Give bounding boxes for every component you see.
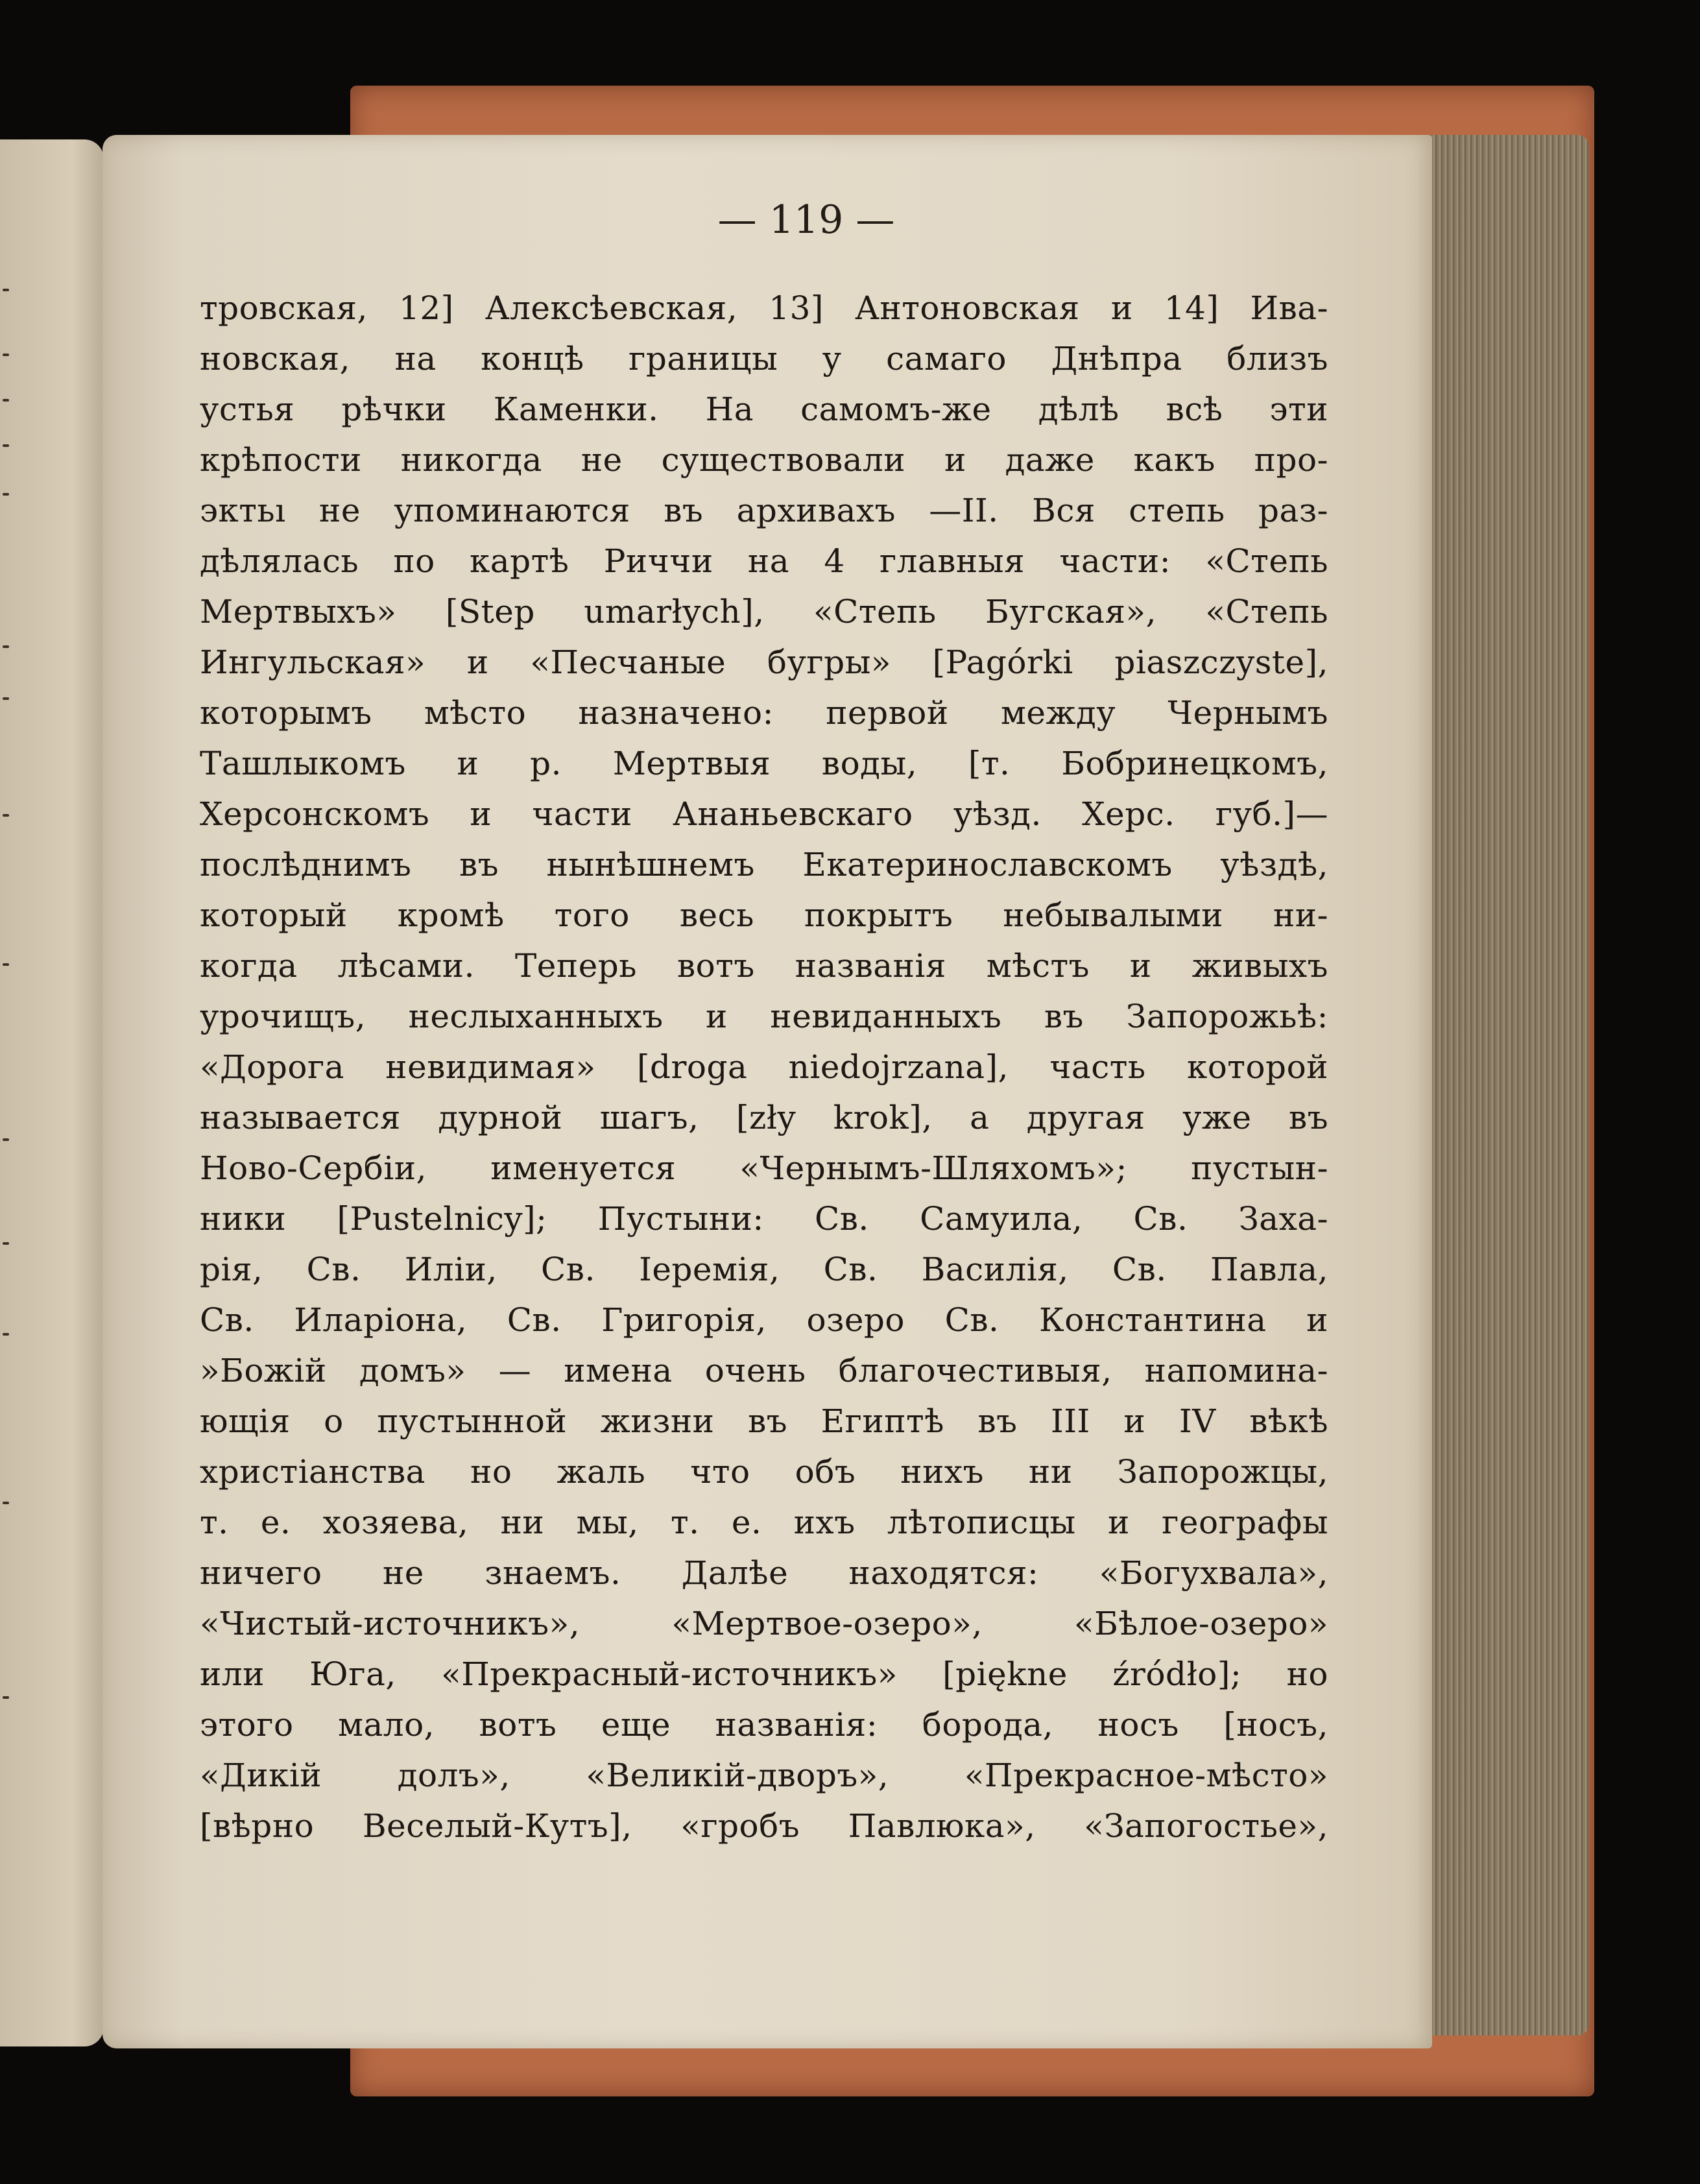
left-page-text-fragments bbox=[0, 139, 19, 2046]
left-page-mark bbox=[3, 1138, 9, 1141]
left-page-mark bbox=[3, 963, 9, 966]
text-line: называется дурной шагъ, [zły krok], а другая уже въ bbox=[200, 1099, 1328, 1136]
body-text bbox=[200, 283, 1328, 1851]
left-page-edge bbox=[0, 139, 104, 2046]
text-line: «Дикій долъ», «Великій-дворъ», «Прекрасное-мѣсто» bbox=[200, 1757, 1328, 1794]
left-page-mark bbox=[3, 645, 9, 648]
text-line: новская, на концѣ границы у самаго Днѣпра близъ bbox=[200, 340, 1328, 378]
left-page-mark bbox=[3, 1502, 9, 1504]
page-number: — 119 — bbox=[717, 197, 895, 243]
left-page-mark bbox=[3, 1696, 9, 1699]
left-page-mark bbox=[3, 399, 9, 402]
text-line: Херсонскомъ и части Ананьевскаго уѣзд. Херс. губ.]— bbox=[200, 795, 1328, 833]
left-page-mark bbox=[3, 444, 9, 447]
text-line: т. е. хозяева, ни мы, т. е. ихъ лѣтописцы и географы bbox=[200, 1504, 1328, 1541]
book-page bbox=[102, 135, 1432, 2048]
text-line: ничего не знаемъ. Далѣе находятся: «Богухвала», bbox=[200, 1554, 1328, 1592]
text-line: христіанства но жаль что объ нихъ ни Запорожцы, bbox=[200, 1453, 1328, 1491]
text-line: Ново-Сербіи, именуется «Чернымъ-Шляхомъ»; пустын- bbox=[200, 1149, 1328, 1187]
text-line: [вѣрно Веселый-Кутъ], «гробъ Павлюка», «Запогостье», bbox=[200, 1807, 1328, 1845]
text-line: устья рѣчки Каменки. На самомъ-же дѣлѣ всѣ эти bbox=[200, 390, 1328, 428]
text-line: этого мало, вотъ еще названія: борода, носъ [носъ, bbox=[200, 1706, 1328, 1744]
text-line: «Дорога невидимая» [droga niedojrzana], часть которой bbox=[200, 1048, 1328, 1086]
left-page-mark bbox=[3, 354, 9, 356]
text-line: рія, Св. Иліи, Св. Іеремія, Св. Василія, Св. Павла, bbox=[200, 1251, 1328, 1288]
text-line: Ингульская» и «Песчаные бугры» [Pagórki piaszczyste], bbox=[200, 643, 1328, 681]
left-page-mark bbox=[3, 1242, 9, 1245]
text-line: дѣлялась по картѣ Риччи на 4 главныя части: «Степь bbox=[200, 542, 1328, 580]
text-line: «Чистый-источникъ», «Мертвое-озеро», «Бѣлое-озеро» bbox=[200, 1605, 1328, 1642]
left-page-mark bbox=[3, 493, 9, 496]
text-line: »Божій домъ» — имена очень благочестивыя, напомина- bbox=[200, 1352, 1328, 1389]
left-page-mark bbox=[3, 1333, 9, 1336]
text-line: послѣднимъ въ нынѣшнемъ Екатеринославскомъ уѣздѣ, bbox=[200, 846, 1328, 883]
text-line: Св. Иларіона, Св. Григорія, озеро Св. Константина и bbox=[200, 1301, 1328, 1339]
text-line: Мертвыхъ» [Step umarłych], «Степь Бугская», «Степь bbox=[200, 593, 1328, 630]
text-line: тровская, 12] Алексѣевская, 13] Антоновская и 14] Ива- bbox=[200, 289, 1328, 327]
text-line: урочищъ, неслыханныхъ и невиданныхъ въ Запорожьѣ: bbox=[200, 998, 1328, 1035]
left-page-mark bbox=[3, 814, 9, 817]
left-page-mark bbox=[3, 697, 9, 700]
text-line: ющія о пустынной жизни въ Египтѣ въ III и IV вѣкѣ bbox=[200, 1402, 1328, 1440]
text-line: которымъ мѣсто назначено: первой между Чернымъ bbox=[200, 694, 1328, 732]
page-edges bbox=[1420, 135, 1589, 2035]
text-line: эктьı не упоминаются въ архивахъ —II. Вся степь раз- bbox=[200, 492, 1328, 529]
text-line: или Юга, «Прекрасный-источникъ» [piękne źródło]; но bbox=[200, 1655, 1328, 1693]
text-line: ники [Pustelnicy]; Пустыни: Св. Самуила, Св. Заха- bbox=[200, 1200, 1328, 1238]
left-page-mark bbox=[3, 289, 9, 291]
text-line: когда лѣсами. Теперь вотъ названія мѣстъ и живыхъ bbox=[200, 947, 1328, 985]
text-line: крѣпости никогда не существовали и даже какъ про- bbox=[200, 441, 1328, 479]
text-line: который кромѣ того весь покрытъ небывалыми ни- bbox=[200, 896, 1328, 934]
text-line: Ташлыкомъ и р. Мертвыя воды, [т. Бобринецкомъ, bbox=[200, 745, 1328, 782]
